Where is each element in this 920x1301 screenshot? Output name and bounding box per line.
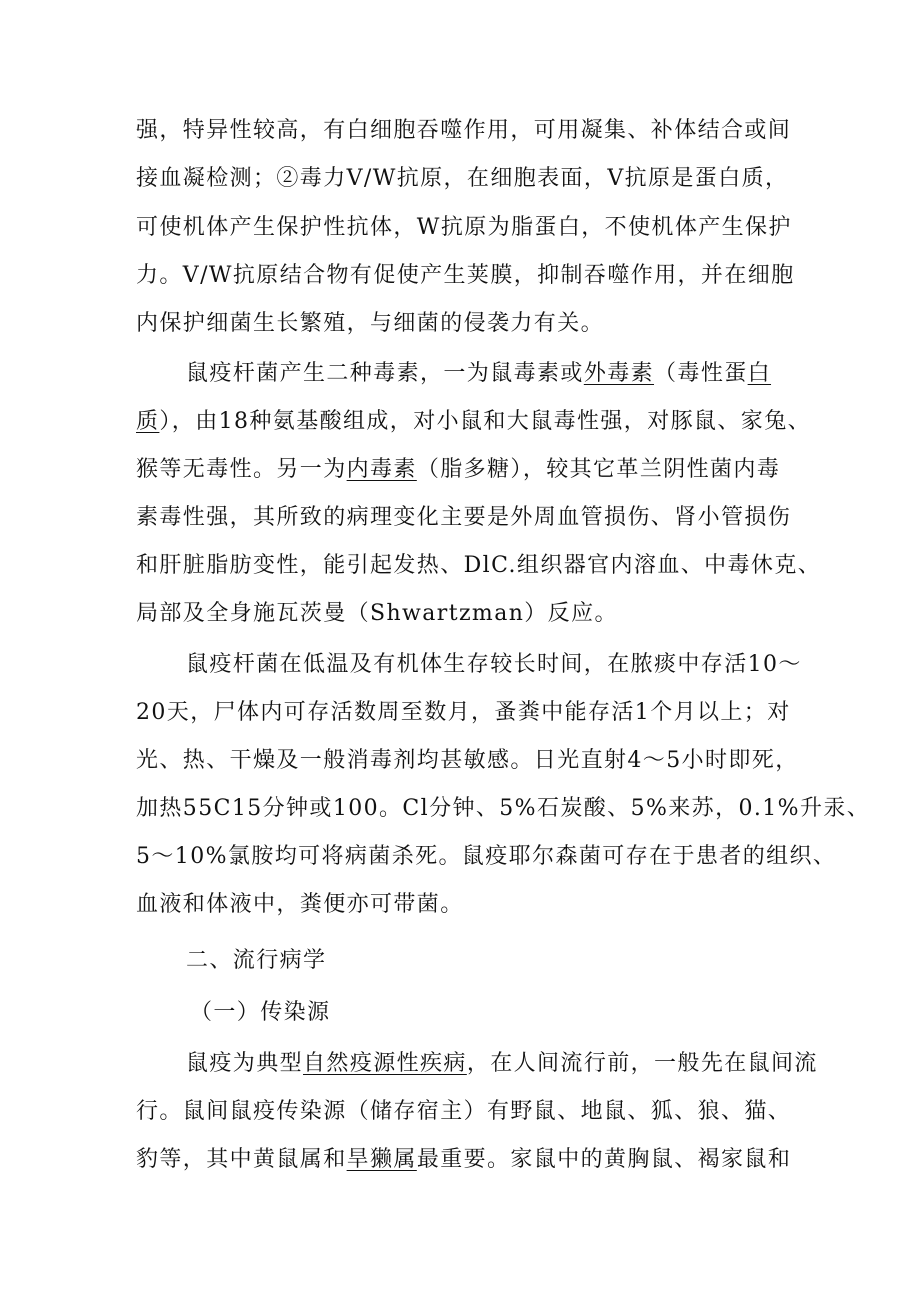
text-line xyxy=(136,1145,791,1175)
text-run: 猴等无毒性。另一为 xyxy=(136,457,347,482)
text-run: ），由18种氨基酸组成，对小鼠和大鼠毒性强，对豚鼠、家兔、 xyxy=(159,409,812,434)
text-line: 接血凝检测；②毒力V/W抗原，在细胞表面，V抗原是蛋白质， xyxy=(136,166,789,191)
text-line: 可使机体产生保护性抗体，W抗原为脂蛋白，不使机体产生保护 xyxy=(136,215,792,240)
text-line: 行。鼠间鼠疫传染源（储存宿主）有野鼠、地鼠、狐、狼、猫、 xyxy=(136,1099,792,1124)
underlined-term: 内毒素 xyxy=(346,457,417,482)
text-line: 20天，尸体内可存活数周至数月，蚤粪中能存活1个月以上；对 xyxy=(136,700,791,725)
text-line xyxy=(186,359,771,389)
text-run: 最重要。家鼠中的黄胸鼠、褐家鼠和 xyxy=(416,1147,792,1172)
text-run: 鼠疫杆菌产生二种毒素，一为鼠毒素或 xyxy=(186,361,584,386)
text-line: 鼠疫杆菌在低温及有机体生存较长时间，在脓痰中存活10～ xyxy=(186,652,802,677)
text-line: 局部及全身施瓦茨曼（Shwartzman）反应。 xyxy=(136,601,618,626)
text-line xyxy=(136,455,780,485)
text-run: （毒性蛋 xyxy=(654,361,748,386)
text-run: （脂多糖），较其它革兰阴性菌内毒 xyxy=(416,457,781,482)
text-line: 5～10%氯胺均可将病菌杀死。鼠疫耶尔森菌可存在于患者的组织、 xyxy=(136,844,837,869)
text-line: 内保护细菌生长繁殖，与细菌的侵袭力有关。 xyxy=(136,311,605,336)
underlined-term: 旱獭属 xyxy=(346,1147,417,1172)
text-line: 力。V/W抗原结合物有促使产生荚膜，抑制吞噬作用，并在细胞 xyxy=(136,263,795,288)
text-line: 强，特异性较高，有白细胞吞噬作用，可用凝集、补体结合或间 xyxy=(136,118,792,143)
section-heading: 二、流行病学 xyxy=(186,948,327,973)
underlined-term: 质 xyxy=(136,409,160,434)
text-run: 豹等，其中黄鼠属和 xyxy=(136,1147,347,1172)
underlined-term: 外毒素 xyxy=(583,361,655,386)
underlined-term: 自然疫源性疾病 xyxy=(303,1051,467,1076)
subsection-heading: （一）传染源 xyxy=(190,1000,331,1025)
text-line xyxy=(136,407,811,437)
text-run: 鼠疫为典型 xyxy=(186,1051,304,1076)
text-run: ，在人间流行前，一般先在鼠间流 xyxy=(466,1051,818,1076)
text-line: 和肝脏脂肪变性，能引起发热、DlC.组织器官内溶血、中毒休克、 xyxy=(136,553,822,578)
text-line: 血液和体液中，粪便亦可带菌。 xyxy=(136,892,464,917)
text-line: 光、热、干燥及一般消毒剂均甚敏感。日光直射4～5小时即死， xyxy=(136,748,799,773)
text-line: 素毒性强，其所致的病理变化主要是外周血管损伤、肾小管损伤 xyxy=(136,505,792,530)
text-line: 加热55C15分钟或100。Cl分钟、5%石炭酸、5%来苏，0.1%升汞、 xyxy=(136,796,871,821)
text-line xyxy=(186,1049,818,1079)
underlined-term: 白 xyxy=(747,361,772,386)
